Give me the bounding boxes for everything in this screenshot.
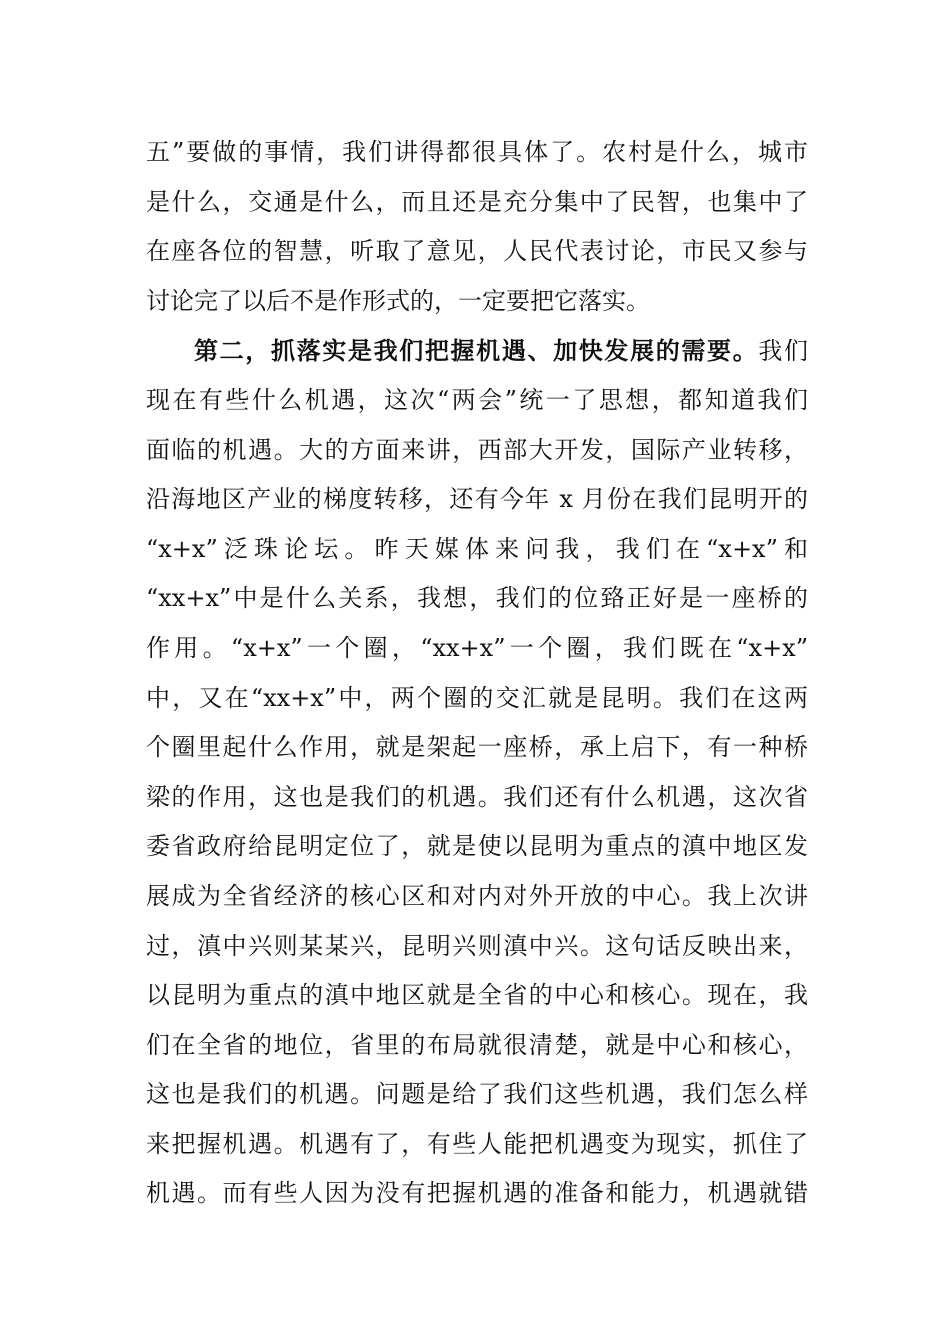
paragraph-heading-line — [146, 326, 808, 376]
text-line: 过，滇中兴则某某兴，昆明兴则滇中兴。这句话反映出来， — [146, 931, 808, 960]
text-line: 沿海地区产业的梯度转移，还有今年 x 月份在我们昆明开的 — [146, 485, 808, 514]
paragraph-heading: 第二，抓落实是我们把握机遇、加快发展的需要。 — [194, 336, 759, 366]
text-line: 是什么，交通是什么，而且还是充分集中了民智，也集中了 — [146, 187, 808, 216]
text-line: 们在全省的地位，省里的布局就很清楚，就是中心和核心， — [146, 1030, 808, 1059]
text-line: 作用。“x+x”一个圈，“xx+x”一个圈，我们既在“x+x” — [146, 633, 808, 662]
text-line: 面临的机遇。大的方面来讲，西部大开发，国际产业转移， — [146, 435, 808, 464]
text-line: 梁的作用，这也是我们的机遇。我们还有什么机遇，这次省 — [146, 782, 808, 811]
text-line: 展成为全省经济的核心区和对内对外开放的中心。我上次讲 — [146, 881, 808, 910]
text-line: 现在有些什么机遇，这次“两会”统一了思想，都知道我们 — [146, 385, 808, 414]
text-line: 这也是我们的机遇。问题是给了我们这些机遇，我们怎么样 — [146, 1080, 808, 1109]
text-line: 五”要做的事情，我们讲得都很具体了。农村是什么，城市 — [146, 138, 808, 166]
text-line: 个圈里起什么作用，就是架起一座桥，承上启下，有一种桥 — [146, 733, 808, 762]
text-run: 我们 — [758, 337, 809, 366]
text-line: “x+x”泛珠论坛。昨天媒体来问我，我们在“x+x”和 — [146, 534, 808, 563]
body-text — [146, 128, 808, 1219]
text-line: 委省政府给昆明定位了，就是使以昆明为重点的滇中地区发 — [146, 832, 808, 861]
text-line: 讨论完了以后不是作形式的，一定要把它落实。 — [146, 286, 650, 315]
text-line: 在座各位的智慧，听取了意见，人民代表讨论，市民又参与 — [146, 237, 808, 266]
text-line: 中，又在“xx+x”中，两个圈的交汇就是昆明。我们在这两 — [146, 683, 808, 712]
text-line: 来把握机遇。机遇有了，有些人能把机遇变为现实，抓住了 — [146, 1129, 808, 1158]
text-line: “xx+x”中是什么关系，我想，我们的位臵正好是一座桥的 — [146, 584, 808, 613]
text-line: 机遇。而有些人因为没有把握机遇的准备和能力，机遇就错 — [146, 1179, 808, 1208]
text-line: 以昆明为重点的滇中地区就是全省的中心和核心。现在，我 — [146, 981, 808, 1010]
